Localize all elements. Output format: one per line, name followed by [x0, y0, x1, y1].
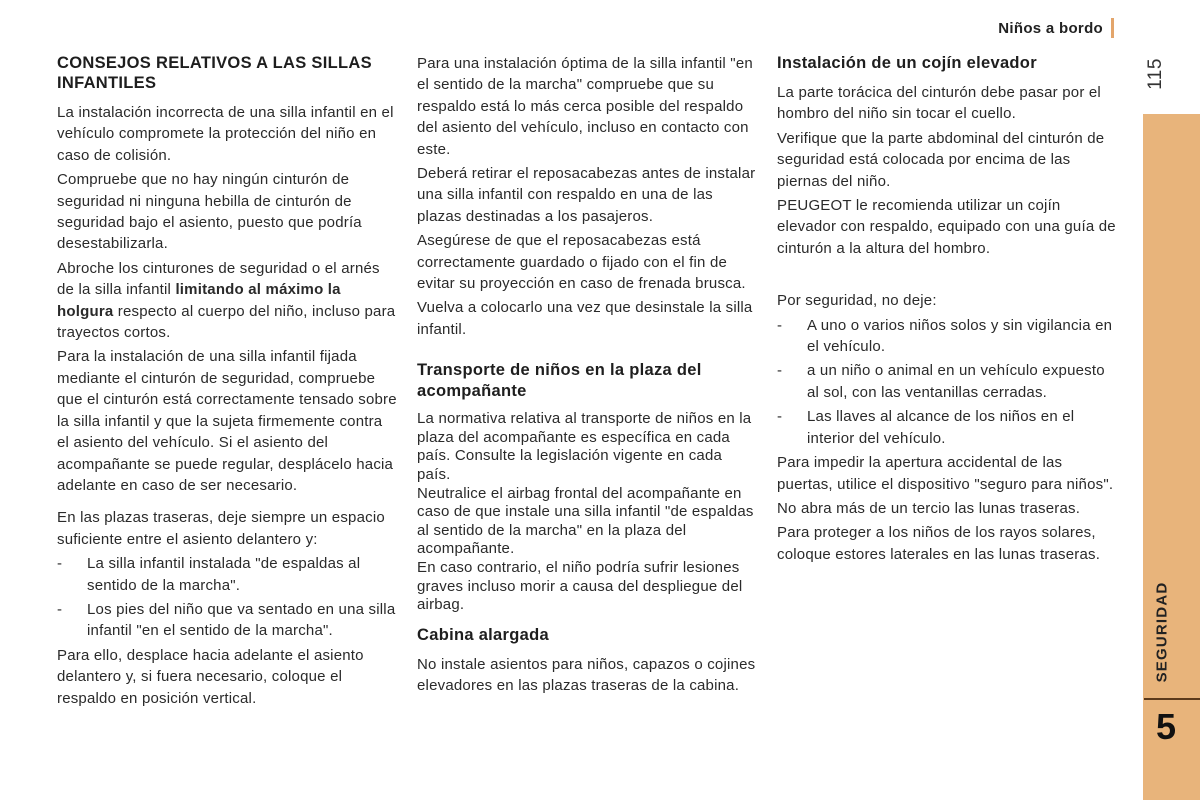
- rear-seat-list: [57, 553, 397, 642]
- chapter-tab-label: SEGURIDAD: [1153, 581, 1171, 683]
- running-header: Niños a bordo: [998, 20, 1103, 37]
- column-3: [777, 53, 1119, 568]
- paragraph: No abra más de un tercio las lunas traseras.: [777, 499, 1081, 517]
- section-heading-front-passenger: Transporte de niños en la plaza del acompañante: [417, 361, 702, 401]
- page-number: 115: [1145, 58, 1166, 90]
- bold-emphasis: limitando al máximo la holgura: [57, 281, 341, 320]
- paragraph: Para la instalación de una silla infantil fijada mediante el cinturón de seguridad, compruebe que el cinturón está correctamente tensado sobre la silla infantil y que la sujeta firmemente contra el asiento del vehículo. Si el asiento del acompañante se puede regular, desplácelo hacia adelante en caso de ser necesario.: [57, 348, 397, 494]
- front-passenger-text: [417, 410, 759, 615]
- safety-list: [777, 315, 1119, 449]
- paragraph: Por seguridad, no deje:: [777, 292, 937, 310]
- list-item: - A uno o varios niños solos y sin vigilancia en el vehículo.: [777, 316, 1113, 356]
- paragraph: Verifique que la parte abdominal del cinturón de seguridad está colocada por encima de las piernas del niño.: [777, 129, 1105, 190]
- paragraph: Neutralice el airbag frontal del acompañante en caso de que instale una silla infantil "de espaldas al sentido de la marcha" en la plaza del acompañante.: [417, 484, 754, 558]
- section-heading-booster-cushion: Instalación de un cojín elevador: [777, 54, 1037, 72]
- paragraph: Deberá retirar el reposacabezas antes de instalar una silla infantil con respaldo en una de las plazas destinadas a los pasajeros.: [417, 165, 756, 225]
- column-2: [417, 53, 759, 700]
- paragraph: Para ello, desplace hacia adelante el asiento delantero y, si fuera necesario, coloque el respaldo en posición vertical.: [57, 646, 364, 707]
- list-item: - Las llaves al alcance de los niños en el interior del vehículo.: [777, 408, 1075, 447]
- paragraph: Para impedir la apertura accidental de las puertas, utilice el dispositivo "seguro para niños".: [777, 454, 1114, 493]
- section-heading-extended-cab: Cabina alargada: [417, 625, 549, 644]
- paragraph: En caso contrario, el niño podría sufrir lesiones graves incluso morir a causa del despliegue del airbag.: [417, 559, 743, 614]
- paragraph-harness: Abroche los cinturones de seguridad o el arnés de la silla infantil limitando al máximo la holgura respecto al cuerpo del niño, incluso para trayectos cortos.: [57, 259, 396, 342]
- chapter-tab-divider: [1144, 698, 1200, 700]
- column-1: [57, 53, 397, 712]
- paragraph: Para proteger a los niños de los rayos solares, coloque estores laterales en las lunas traseras.: [777, 524, 1101, 563]
- chapter-number: 5: [1155, 706, 1177, 747]
- paragraph: Vuelva a colocarlo una vez que desinstale la silla infantil.: [417, 299, 753, 338]
- header-accent-bar: [1111, 18, 1114, 38]
- list-item: - La silla infantil instalada "de espaldas al sentido de la marcha".: [57, 555, 361, 594]
- list-item: - a un niño o animal en un vehículo expuesto al sol, con las ventanillas cerradas.: [777, 362, 1105, 401]
- paragraph: Compruebe que no hay ningún cinturón de seguridad ni ninguna hebilla de cinturón de seguridad bajo el asiento, puesto que podría desestabilizarla.: [57, 171, 362, 253]
- list-item: - Los pies del niño que va sentado en una silla infantil "en el sentido de la marcha".: [57, 600, 396, 640]
- paragraph: Asegúrese de que el reposacabezas está correctamente guardado o fijado con el fin de evitar su proyección en caso de frenada brusca.: [417, 232, 746, 293]
- paragraph: La normativa relativa al transporte de niños en la plaza del acompañante es específica en cada país. Consulte la legislación vigente en cada país.: [417, 410, 752, 484]
- paragraph: No instale asientos para niños, capazos o cojines elevadores en las plazas traseras de la cabina.: [417, 655, 756, 695]
- paragraph: La parte torácica del cinturón debe pasar por el hombro del niño sin tocar el cuello.: [777, 84, 1101, 123]
- paragraph: Para una instalación óptima de la silla infantil "en el sentido de la marcha" compruebe que su respaldo está lo más cerca posible del respaldo del asiento del vehículo, incluso en contacto con este.: [417, 55, 753, 158]
- section-heading-child-seat-advice: CONSEJOS RELATIVOS A LAS SILLAS INFANTILES: [57, 54, 372, 92]
- paragraph: La instalación incorrecta de una silla infantil en el vehículo compromete la protección del niño en caso de colisión.: [57, 104, 394, 164]
- paragraph: PEUGEOT le recomienda utilizar un cojín elevador con respaldo, equipado con una guía de cinturón a la altura del hombro.: [777, 197, 1116, 257]
- paragraph: En las plazas traseras, deje siempre un espacio suficiente entre el asiento delantero y:: [57, 509, 385, 548]
